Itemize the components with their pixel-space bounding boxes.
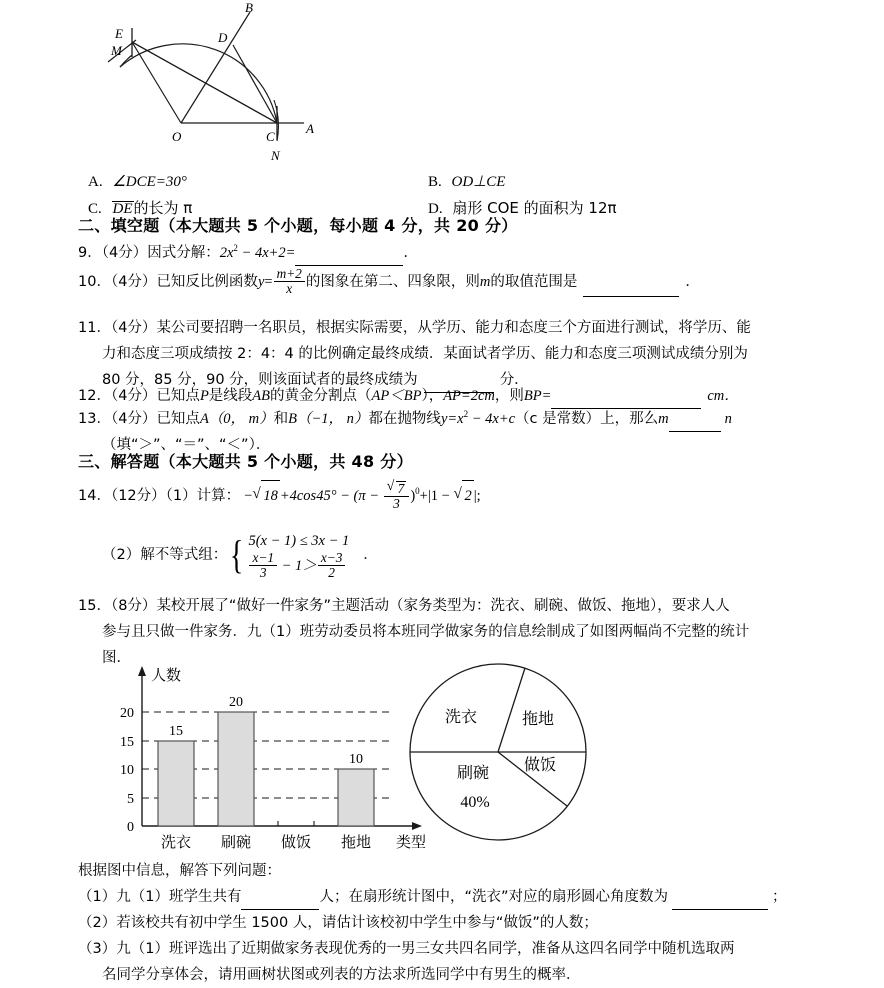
pie-chart <box>403 660 598 852</box>
bar-label-tuodi: 10 <box>349 752 363 767</box>
label-N: N <box>271 148 280 163</box>
choice-a-letter: A. <box>88 173 103 190</box>
q14-expr-plus4cos: +4cos45° − (π − <box>279 488 383 504</box>
choice-row-ab <box>88 168 858 194</box>
q12-number: 12． <box>78 388 111 404</box>
q12-cond: AP＜BP <box>371 388 422 404</box>
q15-text-3: 图． <box>102 650 131 666</box>
xtick-tuodi: 拖地 <box>340 833 372 851</box>
choice-c-text: 的长为 π <box>133 198 193 217</box>
q12-unit: cm． <box>707 388 739 404</box>
label-B: B <box>245 0 253 15</box>
q14-expr-absend: |; <box>473 488 481 504</box>
q15-text-2: 参与且只做一件家务．九（1）班劳动委员将本班同学做家务的信息绘制成了如图两幅尚不完整的统计 <box>102 624 750 640</box>
q15-line-1 <box>78 593 858 619</box>
q14-ineq-2: $\frac{x-1}{3}$ − 1＞ $\frac{x-3}{2}$ <box>248 552 349 581</box>
q11-score: （4分） <box>110 320 157 336</box>
q13-var-n: n <box>724 411 732 427</box>
q10-frac-num: m+2 <box>274 267 305 282</box>
q11-line-1 <box>78 315 858 341</box>
arc-path <box>120 44 277 123</box>
label-D: D <box>218 30 228 45</box>
choice-d-letter: D. <box>428 200 443 217</box>
bar-xiyi <box>158 741 194 826</box>
q13-text-c: 都在抛物线 <box>368 411 441 427</box>
q13-point-b: B <box>288 411 298 427</box>
q9-answer-blank[interactable] <box>295 265 403 266</box>
ytick-0: 0 <box>127 820 134 835</box>
bar-chart <box>96 658 441 853</box>
q10-var-y: y <box>257 273 265 290</box>
bar-label-shuawan: 20 <box>229 695 243 710</box>
q13-text-b: 和 <box>273 411 289 427</box>
q13-var-m: m <box>658 411 669 427</box>
q11-text-3b: 分． <box>499 372 529 388</box>
q13-score: （4分） <box>110 411 157 427</box>
choice-c-arc: DE <box>112 200 133 217</box>
bar-label-xiyi: 15 <box>169 724 183 739</box>
system-brace: { <box>230 532 244 578</box>
q14-sqrt-2: √ 2 <box>453 480 473 511</box>
line-OB <box>181 12 250 123</box>
q12-text-a: 已知点 <box>156 388 200 404</box>
xtick-shuawan: 刷碗 <box>220 833 252 851</box>
q14-inequality-system <box>227 530 349 581</box>
q15-number: 15． <box>78 598 111 614</box>
q11-text-2: 力和态度三项成绩按 2：4：4 的比例确定最终成绩．某面试者学历、能力和态度三项测试成绩分别为 <box>102 346 748 362</box>
q9-text: 因式分解： <box>147 245 220 261</box>
y-axis-arrow <box>138 666 146 676</box>
q13-answer-blank[interactable] <box>669 431 721 432</box>
q11-text-3a: 80 分，85 分，90 分，则该面试者的最终成绩为 <box>102 372 418 388</box>
question-9 <box>78 240 858 266</box>
q15-sub3-text-2: 名同学分享体会，请用画树状图或列表的方法求所选同学中有男生的概率． <box>102 967 581 983</box>
q15-prompt <box>78 858 858 884</box>
label-E: E <box>115 26 123 41</box>
q10-text-c: 的取值范围是 <box>490 273 578 290</box>
q14-expr-plusabs: +|1 − <box>419 488 454 504</box>
q14-frac-sqrt7-over-3: √ 7 3 <box>384 481 410 511</box>
q10-score: （4分） <box>110 273 157 290</box>
q12-text-c: 的黄金分割点（ <box>270 388 372 404</box>
q10-var-m: m <box>479 273 491 290</box>
pie-label-zuofan: 做饭 <box>523 755 557 774</box>
q15-sub-2 <box>78 910 858 936</box>
pie-label-tuodi: 拖地 <box>521 709 555 728</box>
bar-tuodi <box>338 769 374 826</box>
section-2-heading: 二、填空题（本大题共 5 个小题，每小题 4 分，共 20 分） <box>78 216 518 235</box>
q15-prompt-text: 根据图中信息，解答下列问题： <box>78 863 281 879</box>
bar-chart-svg <box>96 658 441 853</box>
q9-expr-a: 2x <box>219 245 234 261</box>
line-OE <box>132 42 181 123</box>
question-15-subquestions <box>78 858 858 988</box>
pie-chart-svg <box>403 660 598 852</box>
q15-line-2 <box>78 619 858 645</box>
pie-label-shuawan: 刷碗 <box>456 763 490 782</box>
question-10 <box>78 268 858 297</box>
question-11 <box>78 315 858 393</box>
q12-given: AP=2cm <box>443 388 495 404</box>
q9-number: 9． <box>78 245 102 261</box>
q9-period: ． <box>403 245 418 261</box>
q9-expr-sup: 2 <box>233 243 238 254</box>
q13-text-d: （c 是常数）上，那么 <box>515 411 659 427</box>
q15-sub-1 <box>78 884 858 910</box>
q10-fraction <box>274 267 305 296</box>
q14-part1-text: 计算： <box>196 488 241 504</box>
q15-sub1-blank-2[interactable] <box>672 909 768 910</box>
label-C: C <box>266 129 275 144</box>
q14-number: 14． <box>78 488 111 504</box>
q9-score: （4分） <box>101 245 148 261</box>
q12-text-e: ，则 <box>494 388 524 404</box>
pie-value-shuawan: 40% <box>460 794 490 811</box>
choice-a-text: ∠DCE=30° <box>112 173 187 190</box>
label-O: O <box>172 129 182 144</box>
q13-line-1 <box>78 406 858 432</box>
choice-c-letter: C. <box>88 200 102 217</box>
q15-sub2-text: （2）若该校共有初中学生 1500 人，请估计该校初中学生中参与“做饭”的人数； <box>78 915 598 931</box>
q13-text-a: 已知点 <box>156 411 200 427</box>
q13-parabola-b: − 4x+c <box>468 411 516 427</box>
choice-b[interactable] <box>428 172 808 191</box>
choice-b-letter: B. <box>428 173 442 190</box>
q15-sub1-c: ； <box>771 889 787 905</box>
q15-sub1-b: 人；在扇形统计图中，“洗衣”对应的扇形圆心角度数为 <box>319 889 668 905</box>
q13-parabola-sup: 2 <box>463 409 469 420</box>
q9-expr-b: − 4x+2= <box>237 245 296 261</box>
section-3-heading: 三、解答题（本大题共 5 个小题，共 48 分） <box>78 452 413 471</box>
q11-text-1: 某公司要招聘一名职员，根据实际需要，从学历、能力和态度三个方面进行测试，将学历、能 <box>156 320 751 336</box>
q13-text-line2: （填“＞”、“＝”、“＜”）． <box>102 437 271 453</box>
choice-a[interactable] <box>88 172 428 191</box>
xtick-zuofan: 做饭 <box>280 833 312 851</box>
q10-text-a: 已知反比例函数 <box>156 273 258 290</box>
q13-point-a: A <box>199 411 209 427</box>
q14-part2-label: （2） <box>102 547 141 564</box>
pie-divider-xiyi-tuodi <box>498 668 525 752</box>
q14-expr-minus: − <box>244 488 253 504</box>
label-M: M <box>111 43 122 58</box>
q14-part-1 <box>78 480 858 512</box>
q15-text-1: 某校开展了“做好一件家务”主题活动（家务类型为：洗衣、刷碗、做饭、拖地），要求人人 <box>156 598 730 614</box>
label-A: A <box>306 121 314 136</box>
xtick-xiyi: 洗衣 <box>160 833 192 851</box>
q11-number: 11． <box>78 320 111 336</box>
bar-shuawan <box>218 712 254 826</box>
q10-text-b: 的图象在第二、四象限，则 <box>305 273 480 290</box>
q10-number: 10． <box>78 273 111 290</box>
q14-ineq-1: 5(x − 1) ≤ 3x − 1 <box>248 532 350 549</box>
q15-sub3-text-1: （3）九（1）班评选出了近期做家务表现优秀的一男三女共四名同学，准备从这四名同学中随机选取两 <box>78 941 735 957</box>
question-14 <box>78 480 858 581</box>
choice-b-text: OD⊥CE <box>451 173 506 190</box>
pie-label-xiyi: 洗衣 <box>444 707 478 726</box>
ytick-15: 15 <box>120 735 134 750</box>
x-axis-title: 类型 <box>396 833 427 851</box>
geometry-figure <box>78 0 328 165</box>
q15-sub-3-line-1 <box>78 936 858 962</box>
q12-bp: BP= <box>523 388 552 404</box>
q14-expr-pow0: 0 <box>415 486 420 497</box>
q13-point-a-coord: （0， m） <box>208 411 274 427</box>
q12-text-b: 是线段 <box>208 388 253 404</box>
q15-sub1-a: （1）九（1）班学生共有 <box>78 889 242 905</box>
q14-sqrt-18: √ 18 <box>252 480 280 511</box>
q12-score: （4分） <box>110 388 157 404</box>
q14-score: （12分） <box>110 488 166 504</box>
q10-answer-blank[interactable] <box>583 296 679 297</box>
q14-part2-text: 解不等式组： <box>140 547 228 564</box>
ytick-5: 5 <box>127 792 134 807</box>
q12-var-p: P <box>199 388 209 404</box>
q10-period: ． <box>685 273 700 290</box>
ytick-20: 20 <box>120 706 134 721</box>
ytick-10: 10 <box>120 763 134 778</box>
q13-point-b-coord: （−1， n） <box>297 411 369 427</box>
q13-number: 13． <box>78 411 111 427</box>
y-axis-title: 人数 <box>151 666 182 684</box>
q14-expr-close: ) <box>410 488 416 504</box>
q14-sqrt-7: √ 7 <box>386 478 405 496</box>
q15-score: （8分） <box>110 598 157 614</box>
q14-part-2 <box>78 530 858 581</box>
q12-var-ab: AB <box>252 388 271 404</box>
q15-sub-3-line-2 <box>78 962 858 988</box>
q14-part1-label: （1） <box>165 488 197 504</box>
q13-parabola-a: y=x <box>440 411 464 427</box>
q11-line-2 <box>78 341 858 367</box>
geometry-svg <box>78 0 328 165</box>
q12-text-d: ）， <box>421 388 444 404</box>
q10-eq: = <box>264 273 273 290</box>
choice-d-text: 扇形 COE 的面积为 12π <box>452 198 617 217</box>
q10-frac-den: x <box>286 281 293 296</box>
q14-period: ． <box>363 547 378 564</box>
